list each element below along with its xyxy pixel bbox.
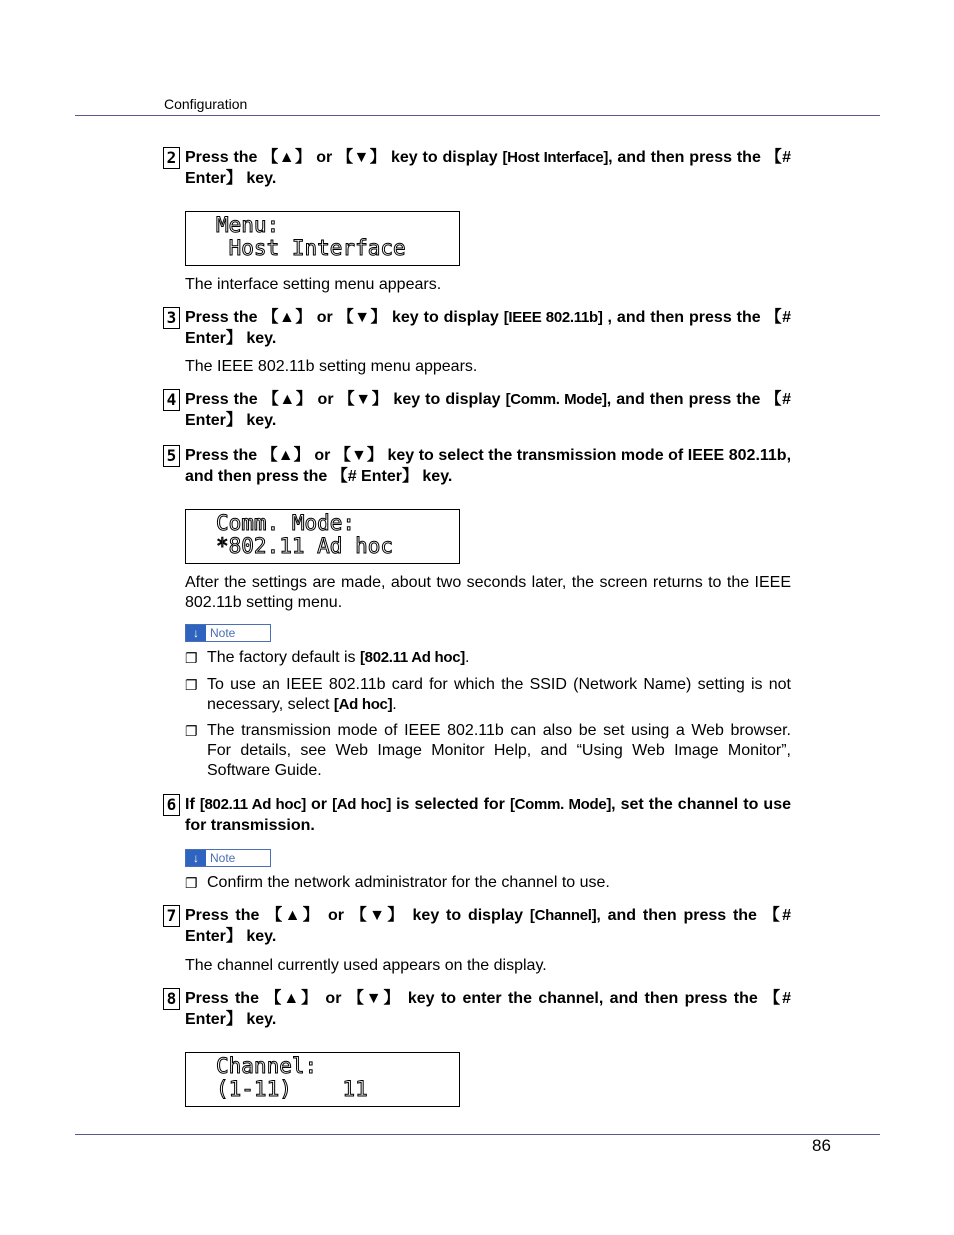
display-item-label: [802.11 Ad hoc] xyxy=(359,649,465,666)
note-item xyxy=(185,675,791,715)
checkbox-bullet-icon: ❐ xyxy=(185,723,198,739)
key-label: 【▲】 xyxy=(266,907,322,924)
step-text-fragment: key to select the transmission mode of IEEE 802.11b, and then press the xyxy=(185,447,792,485)
step-text-fragment: key. xyxy=(241,928,277,945)
step-text-fragment: key. xyxy=(241,170,277,187)
note-text xyxy=(207,648,791,668)
step-number: 5 xyxy=(163,445,180,467)
step-text xyxy=(185,307,791,349)
step-text xyxy=(185,794,791,836)
step-text-fragment: Press the xyxy=(185,990,266,1007)
note-badge xyxy=(185,849,271,867)
step-text-fragment: key to display xyxy=(388,391,506,408)
step-text-fragment: , and then press the xyxy=(606,391,766,408)
key-label: 【# Enter】 xyxy=(331,468,418,485)
key-label: 【▲】 xyxy=(262,391,313,408)
step-text-fragment: key to display xyxy=(386,149,503,166)
key-label: 【▲】 xyxy=(265,990,320,1007)
display-item-label: [Host Interface] xyxy=(502,149,609,166)
step-text-fragment: key. xyxy=(241,330,277,347)
key-label: 【▲】 xyxy=(262,309,312,326)
arrow-down-icon: ↓ xyxy=(186,625,206,641)
step-text-fragment: Press the xyxy=(185,309,263,326)
note-badge xyxy=(185,624,271,642)
step-text-fragment: or xyxy=(311,309,338,326)
display-item-label: [Ad hoc] xyxy=(333,696,393,713)
lcd-line-2: Host Interface xyxy=(216,236,406,260)
step-number: 8 xyxy=(163,988,180,1010)
lcd-display-host-interface xyxy=(185,211,460,266)
step-2 xyxy=(163,147,791,189)
checkbox-bullet-icon: ❐ xyxy=(185,677,198,693)
lcd-display-comm-mode xyxy=(185,509,460,564)
step-text xyxy=(185,988,791,1030)
key-label: 【# Enter】 xyxy=(185,391,791,429)
arrow-down-icon: ↓ xyxy=(186,850,206,866)
step-text-fragment: key. xyxy=(241,412,277,429)
result-text: The IEEE 802.11b setting menu appears. xyxy=(185,358,478,375)
key-label: 【▼】 xyxy=(347,990,402,1007)
lcd-line-2: (1-11) 11 xyxy=(216,1077,368,1101)
step-text-fragment: key to enter the channel, and then press the xyxy=(401,990,765,1007)
note-item xyxy=(185,721,791,781)
step-8 xyxy=(163,988,791,1030)
note-text-fragment: The factory default is xyxy=(207,649,360,666)
step-text-fragment: , and then press the xyxy=(608,149,766,166)
key-label: 【▼】 xyxy=(337,149,387,166)
step-text xyxy=(185,445,791,487)
note-text-fragment: . xyxy=(392,696,397,713)
display-item-label: [Ad hoc] xyxy=(332,796,392,813)
note-text-fragment: . xyxy=(464,649,470,666)
step-text-fragment: key. xyxy=(417,468,453,485)
step-5 xyxy=(163,445,791,487)
key-label: 【▼】 xyxy=(337,309,388,326)
note-text xyxy=(207,675,791,715)
lcd-line-1: Channel: xyxy=(216,1054,318,1078)
step-text-fragment: or xyxy=(312,391,339,408)
note-text xyxy=(207,721,791,781)
key-label: 【▼】 xyxy=(334,447,383,464)
key-label: 【▲】 xyxy=(262,149,312,166)
step-text-fragment: key to display xyxy=(387,309,504,326)
key-label: 【▼】 xyxy=(338,391,389,408)
step-6 xyxy=(163,794,791,836)
step-number: 4 xyxy=(163,389,180,411)
step-4 xyxy=(163,389,791,431)
note-text-fragment: To use an IEEE 802.11b card for which the SSID (Network Name) setting is not necessary, select xyxy=(207,676,791,713)
page-number: 86 xyxy=(812,1136,831,1155)
lcd-line-2: *802.11 Ad hoc xyxy=(216,534,394,558)
step-number: 2 xyxy=(163,147,180,169)
step-text-fragment: , set the channel to use for transmission. xyxy=(185,796,792,834)
result-text: The interface setting menu appears. xyxy=(185,276,442,293)
step-number: 6 xyxy=(163,794,180,816)
display-item-label: [Comm. Mode] xyxy=(509,796,612,813)
lcd-line-1: Comm. Mode: xyxy=(216,511,356,535)
step-text-fragment: , and then press the xyxy=(596,907,764,924)
step-text-fragment: Press the xyxy=(185,149,263,166)
step-text-fragment: or xyxy=(321,907,351,924)
note-text-fragment: The transmission mode of IEEE 802.11b can also be set using a Web browser. For details, see Web Image Monitor Help, and “Using Web Image Monitor”, Software Guide. xyxy=(207,722,791,779)
result-text: After the settings are made, about two seconds later, the screen returns to the IEEE 802.11b setting menu. xyxy=(185,574,791,611)
display-item-label: [802.11 Ad hoc] xyxy=(199,796,306,813)
step-text xyxy=(185,147,791,189)
key-label: 【# Enter】 xyxy=(185,309,792,347)
step-text-fragment: or xyxy=(311,149,338,166)
key-label: 【# Enter】 xyxy=(185,990,791,1028)
note-text xyxy=(207,873,791,893)
step-text-fragment: or xyxy=(319,990,348,1007)
note-label: Note xyxy=(210,851,236,865)
step-text-fragment: key to display xyxy=(405,907,530,924)
step-7 xyxy=(163,905,791,947)
note-item xyxy=(185,873,791,893)
step-text xyxy=(185,905,791,947)
result-text: The channel currently used appears on the display. xyxy=(185,957,547,974)
step-text-fragment: key. xyxy=(241,1011,277,1028)
step-text-fragment: or xyxy=(305,796,333,813)
step-text-fragment: Press the xyxy=(185,391,263,408)
footer-rule xyxy=(75,1134,880,1135)
lcd-display-channel xyxy=(185,1052,460,1107)
step-text-fragment: Press the xyxy=(185,907,267,924)
display-item-label: [Channel] xyxy=(529,907,597,924)
display-item-label: [IEEE 802.11b] xyxy=(503,309,603,326)
step-number: 7 xyxy=(163,905,180,927)
checkbox-bullet-icon: ❐ xyxy=(185,650,198,666)
step-3 xyxy=(163,307,791,349)
note-item xyxy=(185,648,791,668)
key-label: 【▼】 xyxy=(350,907,406,924)
key-label: 【# Enter】 xyxy=(185,907,792,945)
step-number: 3 xyxy=(163,307,180,329)
step-text-fragment: , and then press the xyxy=(602,309,766,326)
step-text-fragment: If xyxy=(185,796,200,813)
step-text-fragment: or xyxy=(309,447,335,464)
note-text-fragment: Confirm the network administrator for the channel to use. xyxy=(207,874,610,891)
step-text xyxy=(185,389,791,431)
key-label: 【# Enter】 xyxy=(185,149,792,187)
key-label: 【▲】 xyxy=(261,447,310,464)
display-item-label: [Comm. Mode] xyxy=(505,391,607,408)
header-rule xyxy=(75,115,880,116)
note-label: Note xyxy=(210,626,236,640)
step-text-fragment: Press the xyxy=(185,447,262,464)
step-text-fragment: is selected for xyxy=(391,796,510,813)
running-header: Configuration xyxy=(164,96,248,112)
checkbox-bullet-icon: ❐ xyxy=(185,875,198,891)
lcd-line-1: Menu: xyxy=(216,213,280,237)
